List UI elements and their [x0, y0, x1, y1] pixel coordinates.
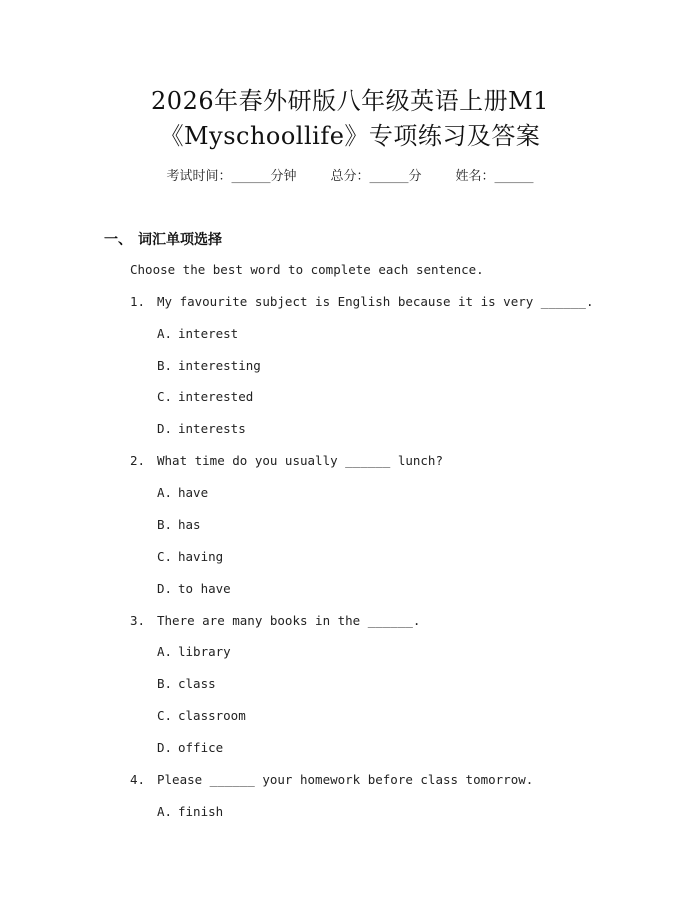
option-key: A. [157, 485, 173, 500]
exam-meta-row [0, 168, 700, 186]
exam-score-field: 总分：______分 [330, 169, 422, 184]
section-instruction: Choose the best word to complete each sentence. [130, 262, 484, 277]
option-text: have [178, 485, 209, 500]
question-2 [130, 453, 443, 469]
option-text: having [178, 549, 224, 564]
option-2a [157, 485, 208, 501]
option-text: library [178, 644, 231, 659]
option-key: D. [157, 740, 173, 755]
option-3c [157, 708, 246, 724]
option-2d [157, 581, 231, 597]
option-4a [157, 804, 223, 820]
option-1b [157, 358, 261, 374]
option-key: A. [157, 326, 173, 341]
exam-name-field: 姓名：______ [455, 169, 534, 184]
option-key: D. [157, 581, 173, 596]
option-key: B. [157, 517, 173, 532]
question-number: 2. [130, 453, 146, 468]
question-1 [130, 294, 594, 310]
question-4 [130, 772, 533, 788]
option-2c [157, 549, 223, 565]
option-text: to have [178, 581, 231, 596]
option-key: B. [157, 676, 173, 691]
question-3 [130, 613, 420, 629]
option-key: B. [157, 358, 173, 373]
question-number: 3. [130, 613, 146, 628]
document-title-line-2: 《Myschoollife》专项练习及答案 [159, 122, 541, 150]
option-text: classroom [178, 708, 246, 723]
option-text: interested [178, 389, 254, 404]
option-key: C. [157, 549, 173, 564]
option-text: class [178, 676, 216, 691]
option-text: interesting [178, 358, 261, 373]
option-2b [157, 517, 201, 533]
option-text: has [178, 517, 201, 532]
option-text: office [178, 740, 224, 755]
question-text: What time do you usually ______ lunch? [157, 453, 443, 468]
section-number: 一、 [104, 232, 132, 248]
option-1c [157, 389, 253, 405]
question-number: 4. [130, 772, 146, 787]
option-3a [157, 644, 231, 660]
document-title-line-1: 2026年春外研版八年级英语上册M1 [151, 87, 549, 115]
question-text: There are many books in the ______. [157, 613, 421, 628]
question-text: Please ______ your homework before class tomorrow. [157, 772, 534, 787]
option-key: C. [157, 708, 173, 723]
option-1d [157, 421, 246, 437]
question-number: 1. [130, 294, 146, 309]
option-text: interests [178, 421, 246, 436]
option-1a [157, 326, 238, 342]
option-3d [157, 740, 223, 756]
exam-time-field: 考试时间：______分钟 [166, 169, 297, 184]
option-key: C. [157, 389, 173, 404]
section-heading [104, 231, 222, 249]
option-key: D. [157, 421, 173, 436]
option-3b [157, 676, 216, 692]
option-key: A. [157, 804, 173, 819]
section-title: 词汇单项选择 [138, 232, 222, 248]
option-text: interest [178, 326, 239, 341]
option-text: finish [178, 804, 224, 819]
question-text: My favourite subject is English because it is very ______. [157, 294, 594, 309]
option-key: A. [157, 644, 173, 659]
